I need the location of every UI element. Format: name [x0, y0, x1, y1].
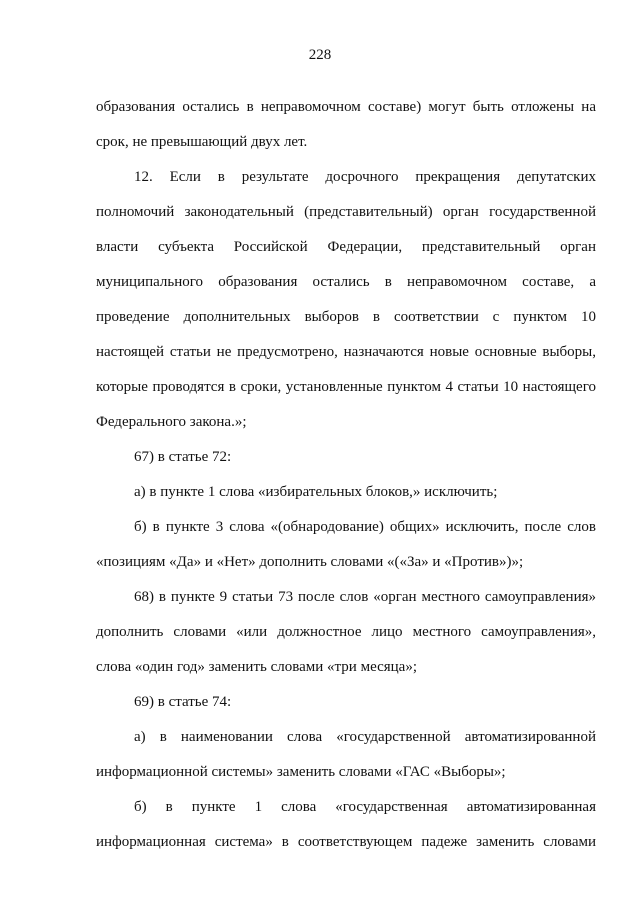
text-line-21: б) в пункте 1 слова «государственная автоматизированная [134, 799, 596, 815]
text-line-10: Федерального закона.»; [96, 414, 247, 430]
text-line-9: которые проводятся в сроки, установленные пунктом 4 статьи 10 настоящего [96, 379, 596, 395]
text-line-1: образования остались в неправомочном составе) могут быть отложены на [96, 99, 596, 115]
text-line-8: настоящей статьи не предусмотрено, назначаются новые основные выборы, [96, 344, 596, 360]
text-line-20: информационной системы» заменить словами «ГАС «Выборы»; [96, 764, 506, 780]
document-body [96, 90, 596, 860]
text-line-3: 12. Если в результате досрочного прекращения депутатских [134, 169, 596, 185]
text-line-6: муниципального образования остались в неправомочном составе, а [96, 274, 596, 290]
text-line-17: слова «один год» заменить словами «три месяца»; [96, 659, 418, 675]
text-line-14: «позициям «Да» и «Нет» дополнить словами «(«За» и «Против»)»; [96, 554, 524, 570]
page-number: 228 [308, 47, 332, 63]
text-line-18: 69) в статье 74: [134, 694, 232, 710]
text-line-13: б) в пункте 3 слова «(обнародование) общих» исключить, после слов [134, 519, 596, 535]
text-line-4: полномочий законодательный (представительный) орган государственной [96, 204, 596, 220]
text-line-19: а) в наименовании слова «государственной автоматизированной [134, 729, 596, 745]
text-line-12: а) в пункте 1 слова «избирательных блоков,» исключить; [134, 484, 498, 500]
text-line-15: 68) в пункте 9 статьи 73 после слов «орган местного самоуправления» [134, 589, 596, 605]
text-line-2: срок, не превышающий двух лет. [96, 134, 308, 150]
text-line-11: 67) в статье 72: [134, 449, 232, 465]
text-line-7: проведение дополнительных выборов в соответствии с пунктом 10 [96, 309, 596, 325]
text-line-16: дополнить словами «или должностное лицо местного самоуправления», [96, 624, 596, 640]
text-line-5: власти субъекта Российской Федерации, представительный орган [96, 239, 596, 255]
text-line-22: информационная система» в соответствующем падеже заменить словами [96, 834, 596, 850]
